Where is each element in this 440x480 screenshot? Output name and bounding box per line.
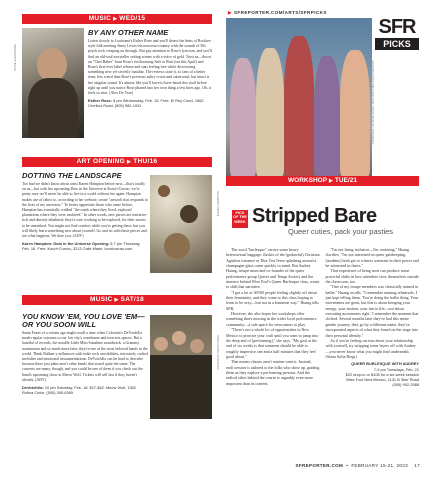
feature-subtitle: Queer cuties, pack your pasties [288,227,394,236]
event-block-devotchka [22,305,220,425]
picks-wordmark: PICKS [375,38,419,50]
artwork-dot [180,205,198,223]
workshop-feature-photo [226,18,372,176]
event-info: DeVotchKa: 10 pm Saturday, Feb. 18. $27-$42. Meow Wolf, 1352 Rufina Circle, (505) 395-6369 [22,385,136,396]
sfr-wordmark: SFR [378,16,416,38]
performer-figure [230,58,256,176]
artwork-dot [158,185,170,197]
workshop-time: 7-9 pm Tuesdays, Feb. 21 [373,366,419,372]
article [88,29,212,109]
paragraph: "I got a lot of AFAB people feeling slightly off about their femininity, and they come to this class hoping to learn to be sexy—but not in a feminine way," Huang tells SFR. [226,289,319,311]
header-url[interactable]: ▶ SFREPORTER.COM/ARTS/SFRPICKS [228,10,327,15]
page-number: 17 [414,463,420,468]
article-heading: DOTTING THE LANDSCAPE [22,171,122,180]
article-heading: YOU KNOW 'EM, YOU LOVE 'EM—OR YOU SOON WILL [22,312,145,329]
performer-figure [340,50,370,176]
feature-column-2 [326,247,420,439]
devotchka-band-photo [150,315,212,419]
sfr-picks-logo [375,17,419,50]
portrait-figure [37,48,67,82]
performer-figure [256,48,284,176]
paragraph: The word "burlesque" carries some heavy heterosexual baggage: flashes of the (godawful) Christina Aguilera romance or Dita Von Teese splashing around a champagne glass come quickly to mind. But Audrey Huang, troupe mom and co-founder of the queer performance group Quiver and Tempt Society and the maestro behind Wise Fool's Queer Burlesque class, wants to shift that narrative. [226,247,320,290]
paragraph: "I'm not being inclusive—I'm centering," Huang clarifies. "I'm not interested in queer gatekeeping, [students] both get to witness someone in their power and be witnessed in theirs." [325,247,419,269]
esther-rose-photo [22,28,84,138]
feature-title: Stripped Bare [252,205,377,227]
band-bodies [150,355,212,419]
performer-figure [314,56,340,176]
footer-date: FEBRUARY 15-21, 2023 [351,463,408,468]
section-bar-art-thu: ART OPENING ▶ THU/16 [22,157,212,167]
article-heading: BY ANY OTHER NAME [88,28,169,37]
paragraph: So if you're feeling curious about your relationship with yourself, try stripping some layers off with Audrey—you never know what you might find underneath. (Siena Sofia Bergt) [325,337,416,359]
article [22,313,148,395]
paragraph: However, she also hopes her workshops offer something that's missing in the wider local performance community—a safe space for newcomers to play. [226,311,317,327]
photo-credit: ROSE ALEXANDRA [14,44,17,71]
workshop-venue: Wise Fool New Mexico, 1131 B Siler Road [345,377,419,383]
photo-credit: COURTESY DEVOTCHKA [217,335,220,370]
section-bar-workshop-tue: WORKSHOP ▶ TUE/21 [226,176,419,186]
feature-photo-credit: COURTESY OF WISE FOOL / BEN WITCHER PHOTOGRAPHY [372,60,375,145]
band-member-head [154,337,168,351]
event-info: Karen Hampton: Dots in the Universe Opening: 5-7 pm Thursday, Feb. 16. Free. Kouri+Corrao, 3213 Calle Marie, kouricorrao.com [22,241,141,252]
event-block-esther-rose [14,24,212,142]
photo-credit: KAREN HAMPTON [217,191,220,217]
paragraph: That means classes aren't routine-centric. Instead, each session is tailored to the folks who show up, guiding them as they explore a performing persona. And the radical ethos behind the course is arguably even more important than its content. [226,359,320,386]
workshop-price: $22 drop-in or $108 for a six-week session [345,371,419,377]
event-info: Esther Rose: 8 pm Wednesday, Feb. 15. Free. El Rey Court, 1862 Cerrillos Road, (505) 982-1931 [88,98,204,109]
article-body: Listen closely to Louisiana's Esther Rose and you'll detect the hints of Rockies-style folk meeting Jenny Lewis-ish nouveau-country with the sounds of 50s psych rock creeping on through. But pay attention to Rose's lyricism, and you'll find an old-soul storyteller setting scenes with a voice of gold. Trust us—throw on "Chet Baker" from Rose's forthcoming Safe to Run (out this April) and Rose's first-ever label release and start feeling free while discovering something new yet secretly familiar. The reviews state it, so fans of a better term, less weird than Rose's previous sultry croon and catterwaul, but intact is her singular sound. It's almost like you'll have to have heard this stuff before right up until you notice Rose phased into her own thing a few lines ago. Oh, it feels so nice. (Alex De Vore) [88,39,212,96]
feature-body [226,247,419,439]
paragraph: "One of my troupe members was classically trained in ballet," Huang recalls. "I remember running rehearsals, I just kept telling them, 'You're doing the ballet thing. Your movements are great, but this is about bringing your energy, your motion, your fun to life—not about executing movements right.' I remember the moment that clicked. Several months later they've had this entire gender journey, they go by a different name, they've incorporated aspects of what they found on the stage into their personal identity." [325,284,419,338]
workshop-phone: (505) 992-2588 [392,382,419,388]
pick-of-the-week-badge: PICK OF THE WEEK [232,210,248,228]
article-body: Santa Feans of a certain age might recall a time when Colorado's DeVotchKa made regular sojourns to our fair city's warehouse and teen arts spaces. But a handful of records, the notable Little Miss Sunshine soundtrack, a Grammy nomination and so much more later, they're one of the most beloved bands in the world. Think Balkan-y influences with indie rock sensibilities, intricately crafted melodies and emotional instrumentations. DeVotchKa can be hard to describe because there just plain aren't other bands that sound quite the same. The concerts are many, though, and you could be one of them if you check out the band's upcoming show at Meow Wolf. Tickets will sell fast if they haven't already. (ADV) [22,331,148,382]
section-bar-music-sat: MUSIC ▶ SAT/18 [22,295,212,305]
karen-hampton-artwork-photo [150,175,212,273]
left-column [14,14,220,425]
artwork-dot [164,233,190,259]
footer-url[interactable]: SFREPORTER.COM [295,463,344,468]
workshop-info-title: QUEER BURLESQUE WITH AUDREY [351,361,419,367]
section-bar-music-wed: MUSIC ▶ WED/15 [22,14,212,24]
workshop-info [326,361,420,387]
article-body: Too bad we didn't know about artist Karen Hampton before now—that's totally on us—but with her upcoming Dots in the Universe at Kouri+Corrao, we're pretty sure we'll never be able to live in a world without her again. Hampton makes use of fabric to, according to her website, create "artwork that responds to the lives of my ancestors." To better appreciate those who came before, Hampton has essentially walked "the roads where they lived, explored plantations where they were enslaved." In other words, new pieces are narrative-rich and densely inhabited; they're sure working to be explored, for their stories to be unearthed. You might not find comfort while you're getting there, but you will likely learn something new about yourself. Go and sit with these pieces and see what happens. We dare you. (ADV) [22,182,148,239]
event-block-karen-hampton [22,167,220,280]
feature-column-1 [226,247,320,439]
paragraph: That experience of being seen can produce some powerful shifts in how attendees view themselves outside the classroom, too. [325,268,419,285]
band-member-head [172,331,186,345]
article [22,172,148,252]
page-footer: SFREPORTER.COM • FEBRUARY 15-21, 2023 17 [295,463,420,468]
performer-figure [284,36,314,176]
portrait-body [28,78,78,138]
band-member-head [190,339,204,353]
paragraph: "There's not a whole lot of opportunities in New Mexico to practice your craft until you want to jump into the deep end of [performing]," she says. "My goal at the end of six weeks is that someone should be able to roughly improvise one and a half minutes that they feel good about." [226,327,319,359]
